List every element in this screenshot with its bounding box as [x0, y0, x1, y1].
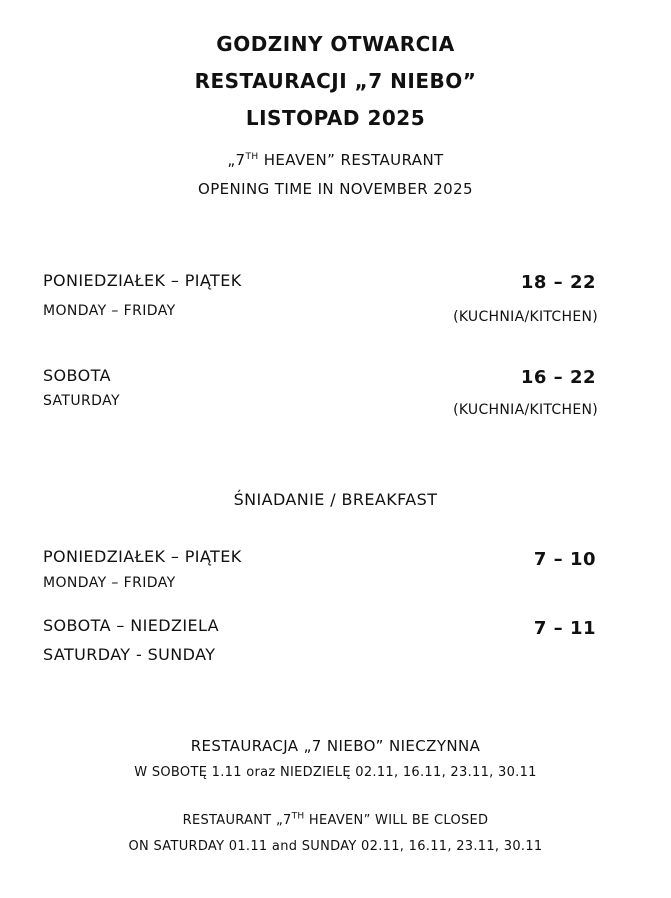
day-pl: PONIEDZIAŁEK – PIĄTEK: [43, 547, 242, 566]
day-pl: SOBOTA – NIEDZIELA: [43, 616, 220, 635]
day-pl: PONIEDZIAŁEK – PIĄTEK: [43, 271, 242, 290]
kitchen-note: (KUCHNIA/KITCHEN): [453, 309, 598, 325]
subtitle-prefix: „7: [227, 151, 246, 169]
hours-value: 7 – 11: [533, 618, 596, 639]
title-line-3: LISTOPAD 2025: [245, 106, 426, 130]
hours-value: 7 – 10: [533, 549, 596, 570]
closure-en-prefix: RESTAURANT „7: [182, 813, 292, 828]
title-line-2: RESTAURACJI „7 NIEBO”: [194, 69, 477, 93]
kitchen-note: (KUCHNIA/KITCHEN): [453, 402, 598, 418]
title-line-1: GODZINY OTWARCIA: [216, 32, 455, 56]
day-pl: SOBOTA: [43, 366, 111, 385]
hours-value: 16 – 22: [520, 367, 596, 388]
day-en: SATURDAY: [43, 393, 120, 409]
day-en: MONDAY – FRIDAY: [43, 575, 176, 591]
closure-pl-dates: W SOBOTĘ 1.11 oraz NIEDZIELĘ 02.11, 16.11, 23.11, 30.11: [134, 765, 537, 780]
hours-value: 18 – 22: [520, 272, 596, 293]
day-en: MONDAY – FRIDAY: [43, 303, 176, 319]
subtitle-line-1: [0, 151, 671, 169]
closure-en-dates: ON SATURDAY 01.11 and SUNDAY 02.11, 16.11, 23.11, 30.11: [128, 839, 543, 854]
closure-en-title: [0, 813, 671, 828]
closure-pl-title: RESTAURACJA „7 NIEBO” NIECZYNNA: [190, 737, 481, 755]
closure-en-superscript: TH: [291, 811, 305, 822]
breakfast-title: ŚNIADANIE / BREAKFAST: [233, 490, 438, 509]
subtitle-line-2: OPENING TIME IN NOVEMBER 2025: [198, 180, 473, 198]
closure-en-suffix: HEAVEN” WILL BE CLOSED: [304, 813, 489, 828]
day-en: SATURDAY - SUNDAY: [43, 645, 216, 664]
subtitle-superscript: TH: [245, 152, 259, 162]
subtitle-suffix: HEAVEN” RESTAURANT: [258, 151, 444, 169]
